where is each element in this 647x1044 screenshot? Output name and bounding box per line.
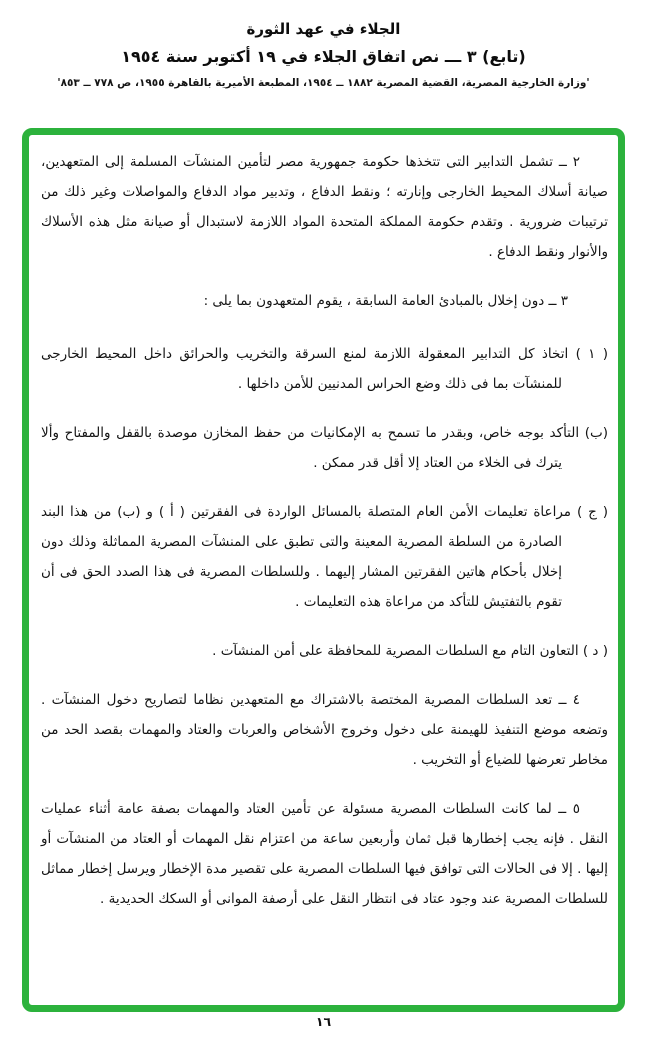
highlight-box	[22, 128, 625, 1012]
source-citation: 'وزارة الخارجية المصرية، القضية المصرية ١٨٨٢ ــ ١٩٥٤، المطبعة الأميرية بالقاهرة ١٩٥٥، ص ٧٧٨ ــ ٨٥٣'	[57, 77, 590, 89]
paragraph-2: ٢ ــ تشمل التدابير التى تتخذها حكومة جمهورية مصر لتأمين المنشآت المسلمة إلى المتعهدين، صيانة أسلاك المحيط الخارجى وإنارته ؛ ونقط الدفاع ، وتدبير مواد الدفاع والمواصلات وغير ذلك من ترتيبات ضرورية . وتقدم حكومة المملكة المتحدة المواد اللازمة لاستبدال أو صيانة مثل هذه الأسلاك والأنوار ونقط الدفاع .	[41, 154, 608, 260]
list-item-1: ( ١ ) اتخاذ كل التدابير المعقولة اللازمة لمنع السرقة والتخريب والحرائق داخل المحيط الخارجى للمنشآت بما فى ذلك وضع الحراس المدنيين للأمن داخلها .	[41, 346, 608, 392]
list-item-b: (ب) التأكد بوجه خاص، وبقدر ما تسمح به الإمكانيات من حفظ المخازن موصدة بالقفل والمفتاح وألا يترك فى الخلاء من العتاد إلا أقل قدر ممكن .	[41, 425, 608, 471]
page-number: ١٦	[315, 1014, 332, 1029]
page-header	[0, 0, 647, 89]
paragraph-5: ٥ ــ لما كانت السلطات المصرية مسئولة عن تأمين العتاد والمهمات بصفة عامة أثناء عمليات النقل . فإنه يجب إخطارها قبل ثمان وأربعين ساعة من اعتزام نقل المهمات أو العتاد من المنشآت أو إليها . إلا فى الحالات التى توافق فيها السلطات المصرية على تقصير مدة الإخطار ويرسل إخطار مماثل للسلطات المصرية عند وجود عتاد فى انتظار النقل على أرصفة الموانى أو السكك الحديدية .	[41, 801, 608, 907]
page-title: الجلاء في عهد الثورة	[246, 20, 401, 38]
list-item-d: ( د ) التعاون التام مع السلطات المصرية للمحافظة على أمن المنشآت .	[212, 643, 608, 659]
page-subtitle: (تابع) ٣ ـــ نص اتفاق الجلاء في ١٩ أكتوبر سنة ١٩٥٤	[121, 47, 526, 66]
paragraph-3-lead: ٣ ــ دون إخلال بالمبادئ العامة السابقة ، يقوم المتعهدون بما يلى :	[203, 293, 568, 309]
page-footer	[0, 1014, 647, 1029]
paragraph-4: ٤ ــ تعد السلطات المصرية المختصة بالاشتراك مع المتعهدين نظاما لتصاريح دخول المنشآت . وتضعه موضع التنفيذ للهيمنة على دخول وخروج الأشخاص والعربات والعتاد والمهمات بقصد الحد من مخاطر تعرضها للضياع أو التخريب .	[41, 692, 608, 768]
list-item-j: ( ج ) مراعاة تعليمات الأمن العام المتصلة بالمسائل الواردة فى الفقرتين ( أ ) و (ب) من هذا البند الصادرة من السلطة المصرية المعينة والتى تطبق على المنشآت المصرية المماثلة وذلك دون إخلال بأحكام هاتين الفقرتين المشار إليهما . وللسلطات المصرية فى هذا الصدد الحق فى أن تقوم بالتفتيش للتأكد من مراعاة هذه التعليمات .	[41, 504, 608, 610]
